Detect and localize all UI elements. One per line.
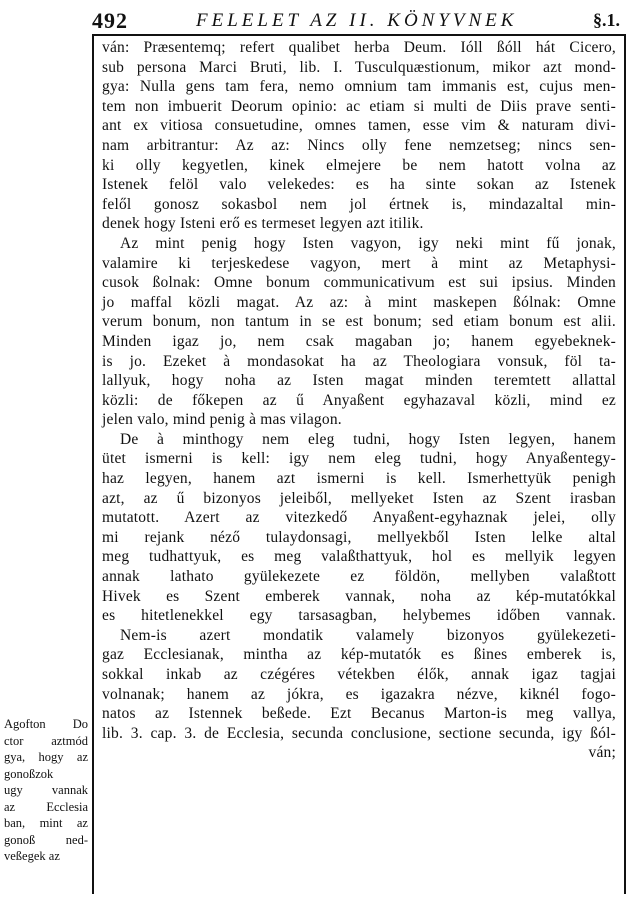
text-line: annak lathato gyülekezete ez földön, mellyben valaßtott	[102, 568, 616, 586]
text-line: mi rejank néző tulaydonsagi, mellyekből Isten lelke altal	[102, 528, 616, 546]
text-line: lallyuk, hogy noha az Isten magat minden teremtett allattal	[102, 372, 616, 390]
text-line: sub persona Marci Bruti, lib. I. Tusculquæstionum, mikor azt mond-	[102, 58, 616, 76]
catchword: ván;	[588, 744, 616, 762]
text-line: nam arbitrantur: Az az: Nincs olly fene nemzetseg; nincs sen-	[102, 136, 616, 154]
text-line: Istenek felöl valo velekedes: es ha sinte sokan az Istenek	[102, 176, 616, 194]
margin-note-line: ugy vannak	[4, 783, 88, 797]
page-header	[92, 8, 622, 34]
text-line: sokkal inkab az czégéres vétekben élők, annak igaz tagjai	[102, 666, 616, 683]
page-number: 492	[92, 8, 128, 33]
paragraph-start-line: De à minthogy nem eleg tudni, hogy Isten legyen, hanem	[120, 430, 616, 448]
text-line: ván: Præsentemq; refert qualibet herba Deum. Ióll ßóll hát Cicero,	[102, 39, 616, 56]
marginal-note	[4, 716, 88, 865]
text-line: ütet ismerni is kell: igy nem eleg tudni, hogy Anyaßentegy-	[102, 450, 616, 468]
text-line: denek hogy Isteni erő es termeset legyen azt itilik.	[102, 215, 424, 233]
paragraph-start-line: Nem-is azert mondatik valamely bizonyos gyülekezeti-	[120, 626, 616, 644]
text-line: Hivek es Szent emberek vannak, noha az kép-mutatókkal	[102, 587, 616, 605]
text-line: tem non imbuerit Deorum opinio: ac etiam si multi de Diis prave senti-	[102, 97, 616, 115]
text-line: ant ex vitiosa consuetudine, omnes tamen, esse vim & naturam divi-	[102, 117, 616, 135]
text-line: azt, az ű bizonyos jeleiből, mellyeket Isten az Szent irasban	[102, 489, 616, 507]
text-line: gya: Nulla gens tam fera, nemo omnium tam immanis est, cujus men-	[102, 78, 616, 96]
text-line: Minden igaz jo, nem csak magaban jo; hanem egyebeknek-	[102, 332, 616, 350]
text-line: gaz Ecclesianak, mintha az kép-mutatók es ßines emberek is,	[102, 646, 616, 664]
margin-note-line: ban, mint az	[4, 816, 88, 830]
text-line: mutatott. Azert az vitezkedő Anyaßent-egyhaznak jelei, olly	[102, 509, 616, 527]
paragraph-start-line: Az mint penig hogy Isten vagyon, igy neki mint fű jonak,	[120, 234, 616, 252]
margin-note-line: gya, hogy az	[4, 750, 88, 764]
text-line: cusok ßolnak: Omne bonum communicativum est sui ipsius. Minden	[102, 274, 616, 292]
main-text-column	[102, 38, 616, 763]
text-line: jo maffal közli magat. Az az: à mint maskepen ßólnak: Omne	[102, 293, 616, 311]
section-mark: §.1.	[593, 10, 620, 30]
text-line: natos az Istennek beßede. Ezt Becanus Marton-is meg vallya,	[102, 705, 616, 723]
text-line: közli: de főkepen az ű Anyaßent egyhazaval közli, mind ez	[102, 391, 616, 409]
margin-note-line: az Ecclesia	[4, 799, 88, 814]
text-line: jelen valo, mind penig à mas vilagon.	[102, 411, 342, 429]
text-line: is jo. Ezeket à mondasokat ha az Theologiara vonsuk, föl ta-	[102, 352, 616, 370]
text-line: meg tudhattyuk, es meg valaßthattyuk, hol es mellyik legyen	[102, 548, 616, 566]
margin-note-line: ctor aztmód	[4, 733, 88, 748]
text-line: lib. 3. cap. 3. de Ecclesia, secunda conclusione, sectione secunda, igy ßól-	[102, 724, 616, 742]
text-line: ki olly kegyetlen, kinek elmejere be nem hatott volna az	[102, 156, 616, 174]
margin-note-line: gonoß ned-	[4, 832, 88, 847]
text-line: verum bonum, non tantum in se est bonum; sed etiam bonum est alii.	[102, 313, 616, 331]
margin-note-line: Agofton Do	[4, 717, 88, 731]
text-line: es hitetlenekkel egy tarsasagban, helybemes időben vannak.	[102, 607, 616, 625]
text-line: haz legyen, hanem azt ismerni is kell. Ismerhettyük penigh	[102, 470, 616, 488]
text-line: felől gonosz sokasbol nem jol értnek is, mindazaltal min-	[102, 195, 616, 213]
text-line: volnanak; hanem az jókra, es igazakra nézve, kiknél fogo-	[102, 685, 616, 703]
running-head: FELELET AZ II. KÖNYVNEK	[196, 10, 518, 31]
text-line: valamire ki terjeskedese vagyon, mert à mint az Metaphysi-	[102, 254, 616, 272]
margin-note-line: veßegek az	[4, 849, 60, 863]
margin-note-line: gonoßzok	[4, 766, 54, 781]
